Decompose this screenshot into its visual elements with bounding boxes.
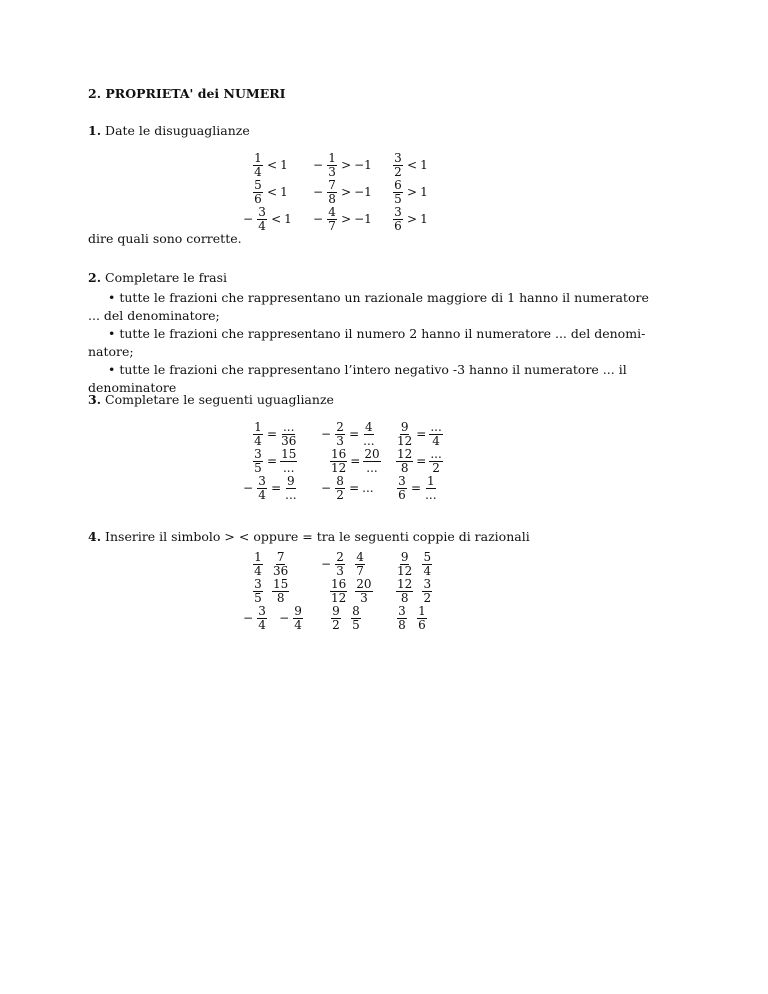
- denominator: 6: [418, 617, 426, 632]
- numerator: 3: [258, 204, 266, 219]
- fraction: [334, 421, 346, 448]
- relation: <: [267, 185, 278, 199]
- numerator: 12: [397, 446, 413, 461]
- equality: [396, 419, 443, 449]
- numerator: 9: [287, 473, 295, 488]
- denominator: 8: [400, 590, 409, 605]
- sign: −: [313, 212, 324, 226]
- equality: [330, 446, 381, 476]
- fraction: [416, 605, 428, 632]
- fraction: [421, 551, 433, 578]
- rhs-value: −1: [354, 158, 372, 172]
- numerator: 20: [356, 576, 372, 591]
- numerator: 4: [356, 549, 364, 564]
- numerator: 3: [258, 603, 266, 618]
- equals-sign: =: [416, 454, 427, 468]
- fraction: [252, 578, 264, 605]
- denominator: 5: [394, 191, 402, 206]
- denominator: 6: [254, 191, 262, 206]
- fraction: [326, 179, 338, 206]
- denominator: 4: [254, 164, 262, 179]
- denominator: 2: [423, 590, 432, 605]
- rational-pair: [396, 603, 428, 633]
- inequality: [392, 177, 428, 207]
- fraction: [252, 448, 264, 475]
- equals-sign: =: [350, 454, 361, 468]
- equality: [396, 446, 443, 476]
- denominator: 8: [398, 617, 406, 632]
- denominator: ...: [425, 487, 437, 502]
- numerator: 7: [328, 177, 336, 192]
- denominator: 4: [254, 433, 262, 448]
- sign: −: [313, 158, 324, 172]
- relation: >: [341, 185, 352, 199]
- numerator: ...: [430, 419, 442, 434]
- numerator: 1: [328, 150, 336, 165]
- ex1-number: 1.: [88, 123, 102, 138]
- relation: >: [341, 158, 352, 172]
- denominator: 12: [397, 433, 413, 448]
- inequality: [392, 150, 428, 180]
- relation: >: [341, 212, 352, 226]
- sign: −: [243, 611, 254, 625]
- fraction: [424, 475, 437, 502]
- fraction: [354, 551, 366, 578]
- rhs-value: 1: [284, 212, 292, 226]
- sign: −: [321, 427, 332, 441]
- numerator: 16: [331, 576, 347, 591]
- inequality: [310, 177, 372, 207]
- denominator: 5: [254, 460, 262, 475]
- equals-sign: =: [271, 481, 282, 495]
- fraction: [252, 179, 264, 206]
- fraction: [362, 421, 375, 448]
- ex4-number: 4.: [88, 529, 102, 544]
- rational-pair: [240, 603, 304, 633]
- ex4-intro: Inserire il simbolo > < oppure = tra le seguenti coppie di razionali: [105, 529, 530, 544]
- rhs-value: 1: [420, 158, 428, 172]
- rhs-value: −1: [354, 212, 372, 226]
- equals-sign: =: [267, 454, 278, 468]
- numerator: 9: [294, 603, 302, 618]
- denominator: 4: [254, 563, 262, 578]
- fraction: [252, 152, 264, 179]
- fraction: [396, 605, 408, 632]
- denominator: 5: [254, 590, 262, 605]
- equals-sign: =: [267, 427, 278, 441]
- rational-pair: [252, 549, 289, 579]
- numerator: 1: [254, 419, 262, 434]
- ex1-intro: Date le disuguaglianze: [105, 123, 250, 138]
- ex2-line: ... del denominatore;: [88, 308, 220, 323]
- ex4-heading: [88, 529, 530, 544]
- denominator: 12: [331, 460, 347, 475]
- equals-sign: =: [411, 481, 422, 495]
- numerator: 5: [423, 549, 432, 564]
- relation: <: [271, 212, 282, 226]
- numerator: 4: [328, 204, 336, 219]
- relation: <: [407, 158, 418, 172]
- equals-sign: =: [349, 427, 360, 441]
- denominator: ...: [282, 460, 295, 475]
- denominator: ...: [363, 433, 375, 448]
- denominator: 3: [336, 563, 344, 578]
- fraction: [396, 475, 408, 502]
- section-title: 2. PROPRIETA' dei NUMERI: [88, 86, 286, 101]
- fraction: [280, 421, 297, 448]
- sign: −: [313, 185, 324, 199]
- denominator: 6: [398, 487, 406, 502]
- equality: [252, 446, 297, 476]
- denominator: 2: [336, 487, 344, 502]
- fraction: [256, 206, 268, 233]
- ex3-intro: Completare le seguenti uguaglianze: [105, 392, 334, 407]
- equals-sign: =: [416, 427, 427, 441]
- fraction: [326, 152, 338, 179]
- numerator: 20: [364, 446, 380, 461]
- numerator: 5: [254, 177, 262, 192]
- denominator: 7: [356, 563, 364, 578]
- denominator: 36: [273, 563, 289, 578]
- numerator: 3: [398, 473, 406, 488]
- denominator: 3: [336, 433, 344, 448]
- inequality: [310, 150, 372, 180]
- fraction: [330, 605, 342, 632]
- denominator: 4: [258, 617, 266, 632]
- rhs-value: ...: [362, 481, 374, 495]
- fraction: [272, 578, 289, 605]
- numerator: 9: [400, 419, 409, 434]
- denominator: ...: [366, 460, 378, 475]
- numerator: 15: [273, 576, 289, 591]
- denominator: 7: [328, 218, 336, 233]
- rhs-value: 1: [280, 185, 288, 199]
- denominator: 4: [258, 218, 266, 233]
- numerator: 9: [332, 603, 340, 618]
- fraction: [330, 578, 347, 605]
- denominator: 3: [360, 590, 368, 605]
- numerator: 3: [394, 204, 402, 219]
- numerator: 4: [365, 419, 373, 434]
- rhs-value: 1: [420, 185, 428, 199]
- fraction: [252, 421, 264, 448]
- fraction: [252, 551, 264, 578]
- ex2-heading: [88, 270, 227, 285]
- numerator: 3: [254, 576, 262, 591]
- numerator: 1: [426, 473, 435, 488]
- fraction: [429, 421, 442, 448]
- numerator: 16: [331, 446, 347, 461]
- numerator: 3: [394, 150, 402, 165]
- fraction: [292, 605, 304, 632]
- denominator: 2: [394, 164, 402, 179]
- numerator: 3: [254, 446, 262, 461]
- fraction: [396, 578, 413, 605]
- denominator: 8: [276, 590, 285, 605]
- ex3-heading: [88, 392, 334, 407]
- denominator: 4: [432, 433, 440, 448]
- equality: [318, 473, 374, 503]
- sign: −: [321, 557, 332, 571]
- fraction: [256, 605, 268, 632]
- sign: −: [243, 481, 254, 495]
- numerator: 1: [418, 603, 426, 618]
- numerator: 15: [281, 446, 297, 461]
- numerator: 1: [254, 549, 262, 564]
- fraction: [363, 448, 380, 475]
- rhs-value: 1: [420, 212, 428, 226]
- denominator: 2: [332, 617, 340, 632]
- relation: >: [407, 212, 418, 226]
- fraction: [272, 551, 289, 578]
- ex2-line: • tutte le frazioni che rappresentano un razionale maggiore di 1 hanno il numeratore: [108, 290, 649, 305]
- fraction: [392, 206, 404, 233]
- inequality: [240, 204, 292, 234]
- denominator: 12: [397, 563, 413, 578]
- ex2-line: • tutte le frazioni che rappresentano l’intero negativo -3 hanno il numeratore ... il: [108, 362, 627, 377]
- denominator: 5: [352, 617, 360, 632]
- fraction: [396, 448, 413, 475]
- inequality: [310, 204, 372, 234]
- numerator: 7: [276, 549, 285, 564]
- numerator: 3: [398, 603, 406, 618]
- numerator: 9: [400, 549, 409, 564]
- ex2-number: 2.: [88, 270, 102, 285]
- fraction: [326, 206, 338, 233]
- rational-pair: [330, 576, 373, 606]
- ex1-heading: [88, 123, 250, 138]
- numerator: 12: [397, 576, 413, 591]
- denominator: 12: [331, 590, 347, 605]
- numerator: 8: [352, 603, 360, 618]
- fraction: [350, 605, 362, 632]
- rational-pair: [330, 603, 362, 633]
- numerator: 2: [336, 419, 344, 434]
- sign: −: [243, 212, 254, 226]
- ex2-intro: Completare le frasi: [105, 270, 228, 285]
- denominator: 8: [400, 460, 409, 475]
- denominator: 36: [281, 433, 297, 448]
- numerator: 8: [336, 473, 344, 488]
- denominator: 6: [394, 218, 402, 233]
- equality: [252, 419, 297, 449]
- numerator: 2: [336, 549, 344, 564]
- equals-sign: =: [349, 481, 360, 495]
- numerator: 6: [394, 177, 402, 192]
- fraction: [355, 578, 372, 605]
- rational-pair: [396, 576, 433, 606]
- fraction: [330, 448, 347, 475]
- sign: −: [321, 481, 332, 495]
- fraction: [421, 578, 433, 605]
- inequality: [252, 177, 288, 207]
- fraction: [256, 475, 268, 502]
- fraction: [429, 448, 442, 475]
- numerator: 3: [258, 473, 266, 488]
- equality: [318, 419, 376, 449]
- denominator: 2: [432, 460, 440, 475]
- denominator: 3: [328, 164, 336, 179]
- fraction: [280, 448, 297, 475]
- ex1-outro: dire quali sono corrette.: [88, 231, 242, 246]
- numerator: 1: [254, 150, 262, 165]
- denominator: ...: [285, 487, 297, 502]
- numerator: ...: [282, 419, 295, 434]
- fraction: [334, 551, 346, 578]
- equality: [240, 473, 298, 503]
- ex2-line: denominatore: [88, 380, 177, 395]
- ex2-line: natore;: [88, 344, 134, 359]
- fraction: [392, 152, 404, 179]
- equality: [396, 473, 438, 503]
- fraction: [392, 179, 404, 206]
- fraction: [334, 475, 346, 502]
- denominator: 4: [294, 617, 302, 632]
- inequality: [392, 204, 428, 234]
- rhs-value: 1: [280, 158, 288, 172]
- relation: <: [267, 158, 278, 172]
- rational-pair: [318, 549, 366, 579]
- fraction: [396, 551, 413, 578]
- rhs-value: −1: [354, 185, 372, 199]
- ex2-line: • tutte le frazioni che rappresentano il numero 2 hanno il numeratore ... del denomi-: [108, 326, 646, 341]
- rational-pair: [396, 549, 433, 579]
- denominator: 4: [423, 563, 432, 578]
- denominator: 8: [328, 191, 336, 206]
- rational-pair: [252, 576, 289, 606]
- fraction: [284, 475, 297, 502]
- inequality: [252, 150, 288, 180]
- sign: −: [279, 611, 290, 625]
- denominator: 4: [258, 487, 266, 502]
- numerator: ...: [430, 446, 442, 461]
- numerator: 3: [423, 576, 432, 591]
- ex3-number: 3.: [88, 392, 102, 407]
- relation: >: [407, 185, 418, 199]
- fraction: [396, 421, 413, 448]
